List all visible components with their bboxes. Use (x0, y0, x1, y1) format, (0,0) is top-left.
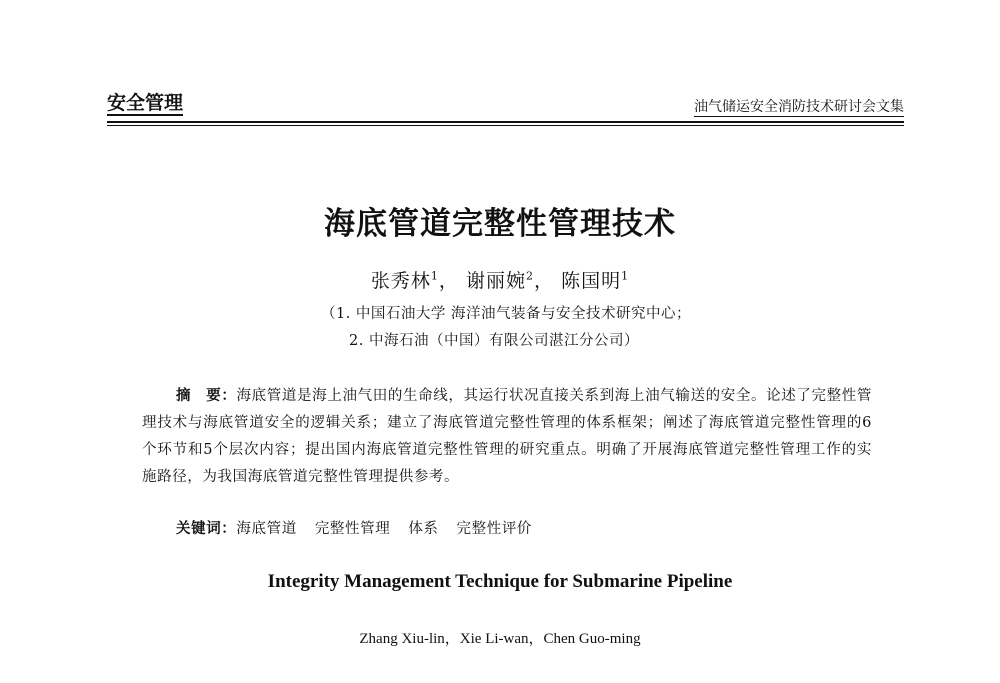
author-affiliation-mark: 1 (621, 269, 630, 283)
keywords-label: 关键词： (176, 521, 237, 537)
paper-title: 海底管道完整性管理技术 (324, 206, 676, 242)
abstract-paragraph (142, 383, 872, 491)
section-label: 安全管理 (107, 92, 184, 114)
author-name: 陈国明 (561, 270, 622, 292)
author-line (0, 266, 1000, 293)
english-title: Integrity Management Technique for Submarine Pipeline (267, 571, 733, 592)
affiliation-2: 2. 中海石油（中国）有限公司湛江分公司） (349, 333, 639, 349)
keyword: 体系 (408, 521, 439, 537)
journal-title: 油气储运安全消防技术研讨会文集 (694, 99, 904, 115)
author-affiliation-mark: 2 (526, 269, 534, 283)
author-name: 张秀林 (370, 270, 431, 292)
keyword: 完整性管理 (314, 521, 391, 537)
keyword: 海底管道 (236, 521, 297, 537)
english-authors: Zhang Xiu-lin，Xie Li-wan，Chen Guo-ming (359, 631, 641, 647)
abstract-text: 海底管道是海上油气田的生命线，其运行状况直接关系到海上油气输送的安全。论述了完整性管理技术与海底管道安全的逻辑关系；建立了海底管道完整性管理的体系框架；阐述了海底管道完整性管理的6个环节和5个层次内容；提出国内海底管道完整性管理的研究重点。明确了开展海底管道完整性管理工作的实施路径，为我国海底管道完整性管理提供参考。 (142, 388, 872, 485)
keyword: 完整性评价 (456, 521, 533, 537)
header-rule-thick (107, 121, 904, 123)
author-affiliation-mark: 1 (430, 269, 439, 283)
header-rule-thin (107, 125, 904, 126)
affiliation-1: （1. 中国石油大学 海洋油气装备与安全技术研究中心； (320, 306, 692, 322)
author-separator: ， (534, 270, 555, 292)
author-separator: ， (438, 270, 459, 292)
abstract-label: 摘 要： (176, 388, 237, 404)
author-name: 谢丽婉 (465, 270, 526, 292)
keywords-line (176, 517, 550, 538)
